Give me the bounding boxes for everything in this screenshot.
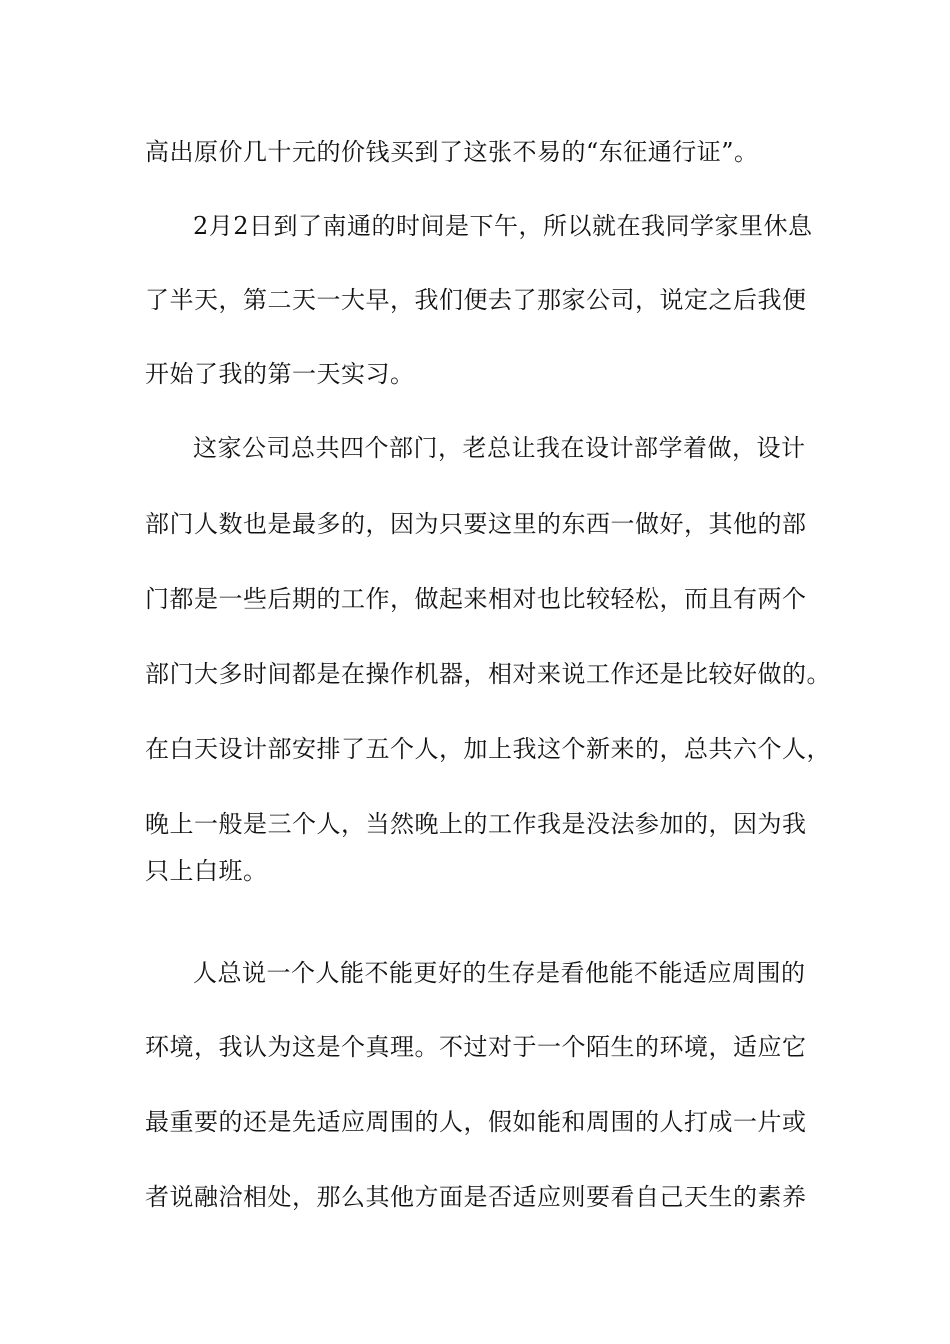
paragraph-first-line: 2月2日到了南通的时间是下午，所以就在我同学家里休息 bbox=[193, 212, 813, 240]
text-line: 部门大多时间都是在操作机器，相对来说工作还是比较好做的。 bbox=[145, 660, 831, 688]
text-line: 部门人数也是最多的，因为只要这里的东西一做好，其他的部 bbox=[145, 510, 807, 538]
paragraph-first-line: 人总说一个人能不能更好的生存是看他能不能适应周围的 bbox=[193, 959, 806, 987]
text-line: 了半天，第二天一大早，我们便去了那家公司，说定之后我便 bbox=[145, 286, 807, 314]
text-line: 晚上一般是三个人，当然晚上的工作我是没法参加的，因为我 bbox=[145, 810, 807, 838]
paragraph-first-line: 这家公司总共四个部门，老总让我在设计部学着做，设计 bbox=[193, 434, 806, 462]
text-line: 最重要的还是先适应周围的人，假如能和周围的人打成一片或 bbox=[145, 1108, 807, 1136]
text-line: 在白天设计部安排了五个人，加上我这个新来的，总共六个人， bbox=[145, 735, 831, 763]
text-line: 高出原价几十元的价钱买到了这张不易的“东征通行证”。 bbox=[145, 138, 759, 166]
text-line: 开始了我的第一天实习。 bbox=[145, 360, 415, 388]
text-line: 环境，我认为这是个真理。不过对于一个陌生的环境，适应它 bbox=[145, 1033, 807, 1061]
text-line: 只上白班。 bbox=[145, 857, 268, 885]
text-line: 门都是一些后期的工作，做起来相对也比较轻松，而且有两个 bbox=[145, 585, 807, 613]
text-line: 者说融洽相处，那么其他方面是否适应则要看自己天生的素养 bbox=[145, 1183, 807, 1211]
